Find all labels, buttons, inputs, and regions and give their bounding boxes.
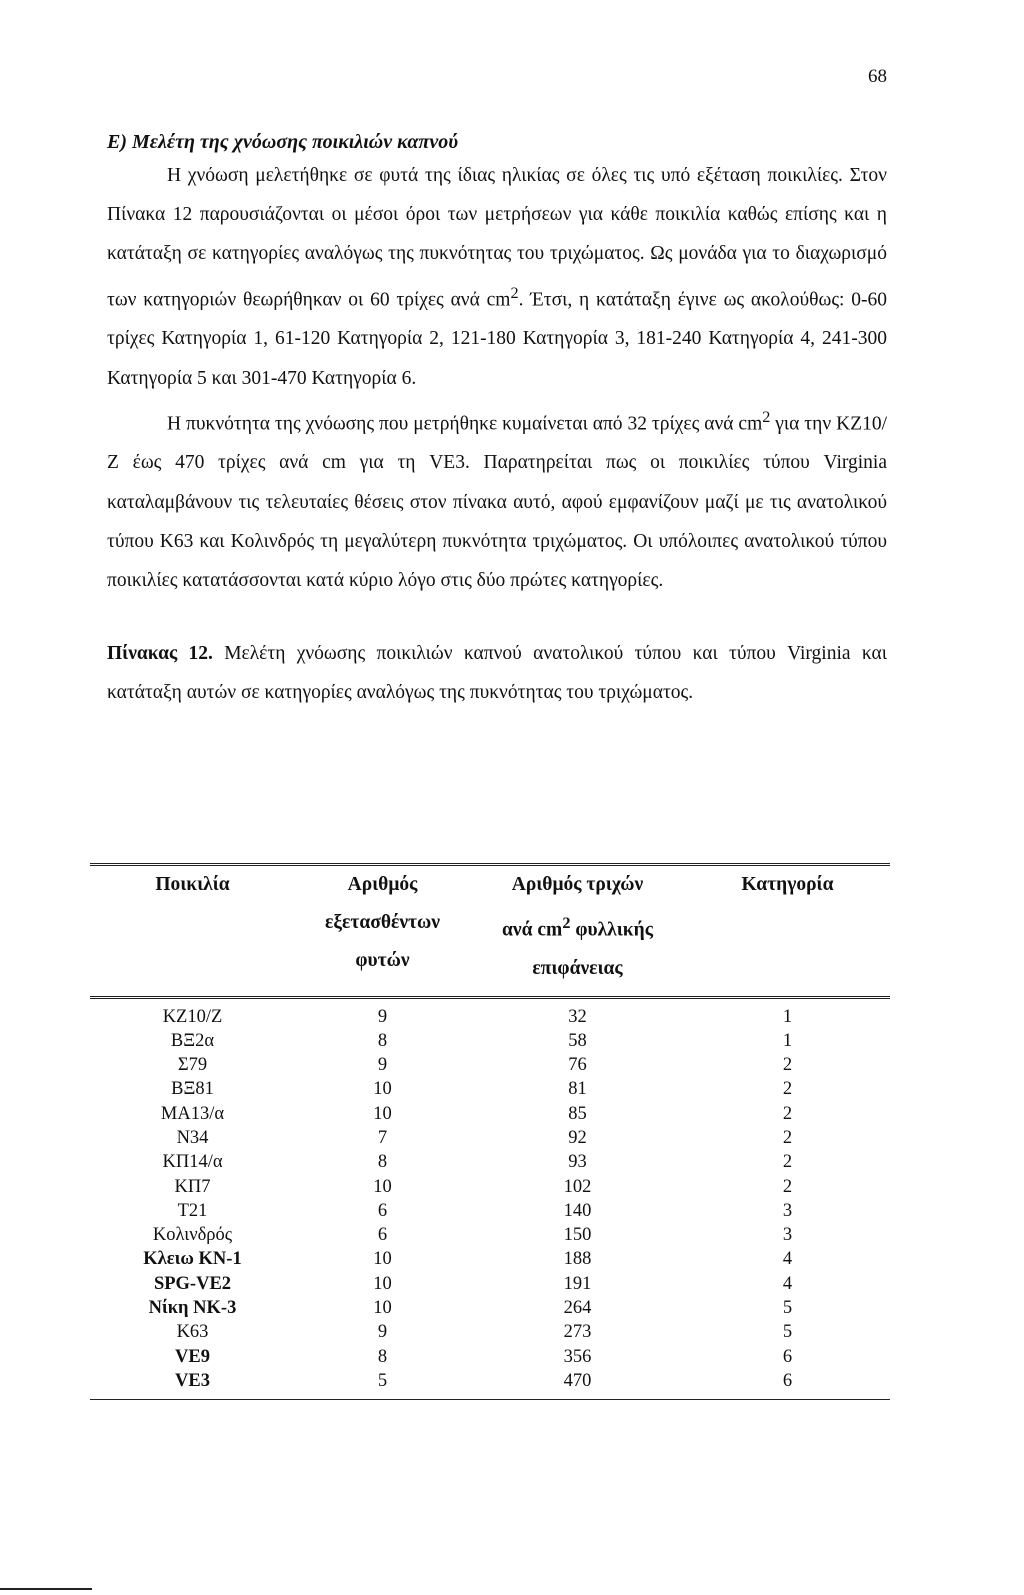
table-caption: [107, 634, 887, 712]
header-bottom-rule: [90, 996, 890, 999]
cell-category: 5: [782, 1298, 793, 1319]
cell-category: 5: [782, 1322, 793, 1343]
caption-text: Μελέτη χνόωσης ποικιλιών καπνού ανατολικού τύπου και τύπου Virginia και κατάταξη αυτών σε κατηγορίες αναλόγως της πυκνότητας του τριχώματος.: [107, 643, 887, 704]
cell-hairs: 76: [568, 1055, 587, 1076]
cell-variety: Ν34: [176, 1127, 209, 1148]
section-heading: Ε) Μελέτη της χνόωσης ποικιλιών καπνού: [107, 131, 458, 153]
cell-category: 2: [782, 1152, 793, 1173]
cell-variety: ΜΑ13/α: [160, 1103, 225, 1124]
header-variety: Ποικιλία: [155, 874, 230, 895]
data-table: [90, 863, 890, 1400]
cell-plants: 8: [377, 1152, 388, 1173]
table-row: [90, 1247, 890, 1271]
cell-category: 2: [782, 1176, 793, 1197]
cell-variety: ΚΠ14/α: [162, 1152, 223, 1173]
cell-variety: Κλειω ΚΝ-1: [143, 1249, 242, 1270]
table-row: [90, 1296, 890, 1320]
cell-hairs: 93: [568, 1152, 587, 1173]
paragraph-2: [107, 398, 887, 601]
cell-plants: 8: [377, 1030, 388, 1051]
cell-hairs: 85: [568, 1103, 587, 1124]
cell-plants: 10: [373, 1298, 392, 1319]
cell-hairs: 356: [563, 1346, 592, 1367]
table-row: [90, 1005, 890, 1029]
cell-plants: 6: [377, 1200, 388, 1221]
section-content: [107, 128, 887, 713]
paragraph-1-text: Η χνόωση μελετήθηκε σε φυτά της ίδιας ηλικίας σε όλες τις υπό εξέταση ποικιλίες. Στον Πίνακα 12 παρουσιάζονται οι μέσοι όροι των μετρήσεων για κάθε ποικιλία καθώς επίσης και η κατάταξη σε κατηγορίες αναλόγως της πυκνότητας του τριχώματος. Ως μονάδα για το διαχωρισμό των κατηγοριών θεωρήθηκαν οι 60 τρίχες ανά cm: [107, 165, 887, 311]
cell-plants: 6: [377, 1225, 388, 1246]
header-category: Κατηγορία: [741, 874, 834, 895]
cell-hairs: 264: [563, 1298, 592, 1319]
cell-hairs: 273: [563, 1322, 592, 1343]
cell-variety: VE9: [175, 1346, 210, 1367]
paragraph-1: [107, 156, 887, 398]
cell-plants: 10: [373, 1079, 392, 1100]
cell-hairs: 140: [563, 1200, 592, 1221]
table-row: [90, 1199, 890, 1223]
cell-category: 2: [782, 1103, 793, 1124]
cell-plants: 10: [373, 1249, 392, 1270]
table-row: [90, 1150, 890, 1174]
cell-plants: 8: [377, 1346, 388, 1367]
cell-variety: Κολινδρός: [152, 1225, 233, 1246]
cell-variety: ΚΖ10/Ζ: [162, 1006, 223, 1027]
cell-plants: 9: [377, 1055, 388, 1076]
table-row: [90, 1175, 890, 1199]
table-row: [90, 1345, 890, 1369]
superscript: 2: [762, 407, 771, 426]
cell-hairs: 81: [568, 1079, 587, 1100]
table-row: [90, 1320, 890, 1344]
cell-variety: ΒΞ2α: [170, 1030, 215, 1051]
table-row: [90, 1029, 890, 1053]
header-plants: Αριθμός εξετασθέντων φυτών: [324, 874, 440, 971]
cell-variety: VE3: [175, 1370, 210, 1391]
cell-hairs: 102: [563, 1176, 592, 1197]
cell-variety: ΚΠ7: [174, 1176, 211, 1197]
cell-variety: Κ63: [176, 1322, 209, 1343]
cell-category: 1: [782, 1006, 793, 1027]
cell-category: 6: [782, 1370, 793, 1391]
superscript: 2: [510, 283, 519, 302]
cell-category: 1: [782, 1030, 793, 1051]
cell-plants: 9: [377, 1006, 388, 1027]
table-row: [90, 1126, 890, 1150]
paragraph-2-text: Η πυκνότητα της χνόωσης που μετρήθηκε κυμαίνεται από 32 τρίχες ανά cm: [167, 413, 763, 435]
cell-plants: 10: [373, 1103, 392, 1124]
paragraph-1-tail: . Έτσι, η κατάταξη έγινε ως ακολούθως: 0-60 τρίχες Κατηγορία 1, 61-120 Κατηγορία 2, 121-180 Κατηγορία 3, 181-240 Κατηγορία 4, 241-300 Κατηγορία 5 και 301-470 Κατηγορία 6.: [107, 289, 887, 389]
cell-variety: Τ21: [177, 1200, 208, 1221]
cell-category: 2: [782, 1079, 793, 1100]
caption-label: Πίνακας 12.: [107, 643, 213, 665]
cell-hairs: 191: [563, 1273, 592, 1294]
cell-category: 6: [782, 1346, 793, 1367]
paragraph-2-tail: για την ΚΖ10/Ζ έως 470 τρίχες ανά cm για τη VE3. Παρατηρείται πως οι ποικιλίες τύπου Virginia καταλαμβάνουν τις τελευταίες θέσεις στον πίνακα αυτό, αφού εμφανίζουν μαζί με τις ανατολικού τύπου Κ63 και Κολινδρός τη μεγαλύτερη πυκνότητα τριχώματος. Οι υπόλοιπες ανατολικού τύπου ποικιλίες κατατάσσονται κατά κύριο λόγο στις δύο πρώτες κατηγορίες.: [107, 413, 887, 592]
table-bottom-rule: [90, 1399, 890, 1400]
table-row: [90, 1272, 890, 1296]
cell-variety: SPG-VE2: [153, 1273, 232, 1294]
cell-variety: Σ79: [177, 1055, 208, 1076]
cell-category: 2: [782, 1127, 793, 1148]
cell-variety: ΒΞ81: [171, 1079, 214, 1100]
page-edge-rule: [0, 1588, 92, 1590]
cell-category: 3: [782, 1200, 793, 1221]
cell-hairs: 150: [563, 1225, 592, 1246]
table-row: [90, 1053, 890, 1077]
cell-hairs: 92: [568, 1127, 587, 1148]
cell-category: 3: [782, 1225, 793, 1246]
table-row: [90, 1077, 890, 1101]
cell-hairs: 58: [568, 1030, 587, 1051]
cell-category: 4: [782, 1249, 793, 1270]
cell-hairs: 32: [568, 1006, 587, 1027]
cell-hairs: 188: [563, 1249, 592, 1270]
cell-plants: 9: [377, 1322, 388, 1343]
cell-plants: 10: [373, 1176, 392, 1197]
cell-category: 2: [782, 1055, 793, 1076]
cell-plants: 7: [377, 1127, 388, 1148]
header-hairs: Αριθμός τριχών ανά $cm^2$ φυλλικής επιφάνειας: [502, 874, 653, 979]
table-row: [90, 1102, 890, 1126]
cell-variety: Νίκη ΝΚ-3: [148, 1298, 237, 1319]
table-body: [90, 1005, 890, 1394]
cell-plants: 10: [373, 1273, 392, 1294]
cell-plants: 5: [377, 1370, 388, 1391]
cell-hairs: 470: [563, 1370, 592, 1391]
cell-category: 4: [782, 1273, 793, 1294]
page-number: 68: [868, 66, 887, 87]
table-row: [90, 1369, 890, 1393]
table-row: [90, 1223, 890, 1247]
